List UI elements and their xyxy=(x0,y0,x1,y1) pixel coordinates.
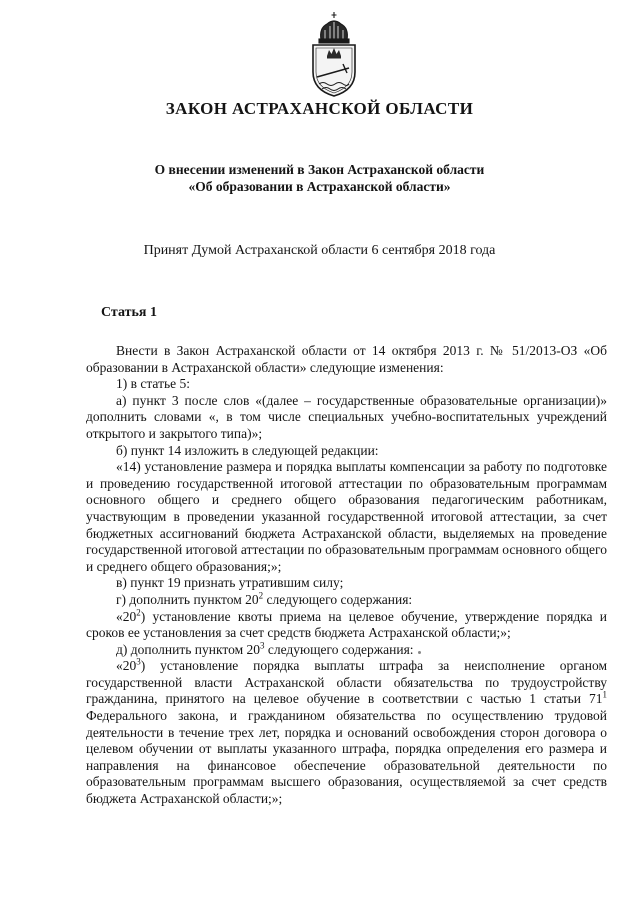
item-20-2-sup: 2 xyxy=(136,607,141,617)
subtitle-line-1: О внесении изменений в Закон Астраханской области xyxy=(154,162,485,177)
item-20-2-text xyxy=(86,609,607,642)
scan-speck xyxy=(418,651,421,654)
law-title: ЗАКОН АСТРАХАНСКОЙ ОБЛАСТИ xyxy=(165,99,474,118)
article-intro: Внести в Закон Астраханской области от 14 октября 2013 г. № 51/2013-ОЗ «Об образовании в Астраханской области» следующие изменения: xyxy=(86,343,607,375)
item-g-sup: 2 xyxy=(258,590,264,601)
item-v: в) пункт 19 признать утратившим силу; xyxy=(116,575,344,591)
item-20-3-part1: ) установление порядка выплаты штрафа за неисполнение органом государственной власти Астраханской области обязательства по трудоустройству гражданина, принятого на целевое обучение в соответствии с частью 1 статьи 71 xyxy=(86,658,607,707)
item-g xyxy=(86,592,607,609)
item-20-3-text xyxy=(86,658,607,807)
article-body xyxy=(86,343,607,808)
item-d xyxy=(86,642,607,659)
item-1: 1) в статье 5: xyxy=(116,376,190,392)
item-20-3-sup: 3 xyxy=(136,656,141,667)
item-20-3-sup2: 1 xyxy=(602,689,607,700)
item-g-prefix: г) дополнить пунктом 20 xyxy=(116,591,259,607)
item-14-text: «14) установление размера и порядка выплаты компенсации за работу по подготовке и проведению государственной итоговой аттестации по образовательным программам основного общего и среднего общего образования педагогическим работникам, участвующим в проведении указанной государственной итоговой аттестации, за счет бюджетных ассигнований бюджета Астраханской области, выделяемых на проведение государственной итоговой аттестации по образовательным программам основного общего и среднего общего образования;»; xyxy=(86,459,607,574)
subtitle-line-2: «Об образовании в Астраханской области» xyxy=(188,179,451,194)
law-subtitle xyxy=(0,161,639,195)
article-heading: Статья 1 xyxy=(101,305,157,320)
item-20-3-part2: Федерального закона, и гражданином обязательства по осуществлению трудовой деятельности в течение трех лет, порядка и оснований освобождения сторон договора о целевом обучении от выплаты указанного штрафа, порядка определения его размера и направления на финансовое обеспечение образовательной деятельности по образовательным программам высшего образования, осуществляемой за счет средств бюджета Астраханской области;»; xyxy=(86,708,607,807)
item-20-2-rest: ) установление квоты приема на целевое обучение, утверждение порядка и сроков ее установления за счет средств бюджета Астраханской области;»; xyxy=(86,608,607,641)
item-d-prefix: д) дополнить пунктом 20 xyxy=(116,641,260,657)
coat-of-arms-icon xyxy=(303,10,365,98)
adoption-line: Принят Думой Астраханской области 6 сентября 2018 года xyxy=(143,243,496,258)
item-d-sup: 3 xyxy=(260,640,265,651)
item-g-suffix: следующего содержания: xyxy=(263,591,413,607)
item-d-suffix: следующего содержания: xyxy=(264,641,414,657)
item-a: а) пункт 3 после слов «(далее – государственные образовательные организации)» дополнить словами «, в том числе специальных учебно-воспитательных учреждений открытого и закрытого типа)»; xyxy=(86,392,607,441)
item-20-2-open: «20 xyxy=(116,608,137,624)
item-b: б) пункт 14 изложить в следующей редакции: xyxy=(116,442,379,458)
item-20-3-open: «20 xyxy=(116,658,137,674)
